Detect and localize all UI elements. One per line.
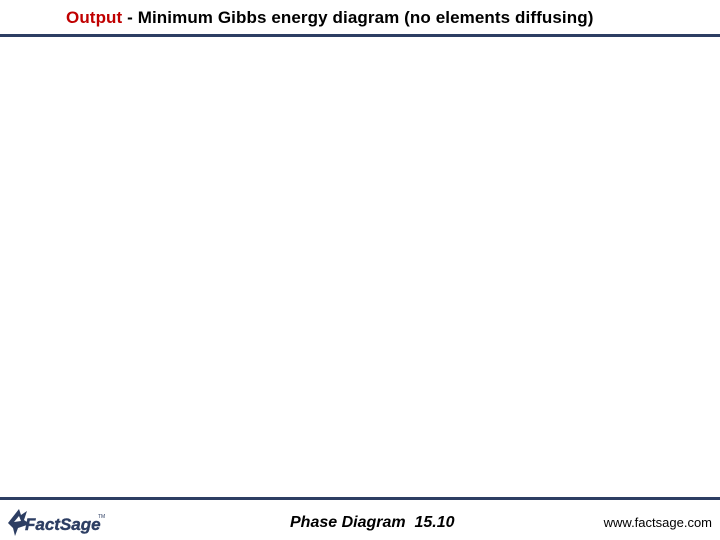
footer-caption: Phase Diagram 15.10 <box>290 514 455 531</box>
logo-wordmark: FactSage <box>25 515 101 534</box>
title-text: - Minimum Gibbs energy diagram (no elements diffusing) <box>122 8 594 27</box>
factsage-logo <box>6 506 110 538</box>
logo-trademark: TM <box>98 514 106 520</box>
footer-divider <box>0 497 720 500</box>
slide-header <box>0 0 720 38</box>
slide-content-area <box>0 37 720 497</box>
slide-title <box>66 8 593 28</box>
slide-footer <box>0 497 720 540</box>
footer-url: www.factsage.com <box>603 515 712 530</box>
title-accent: Output <box>66 8 123 27</box>
